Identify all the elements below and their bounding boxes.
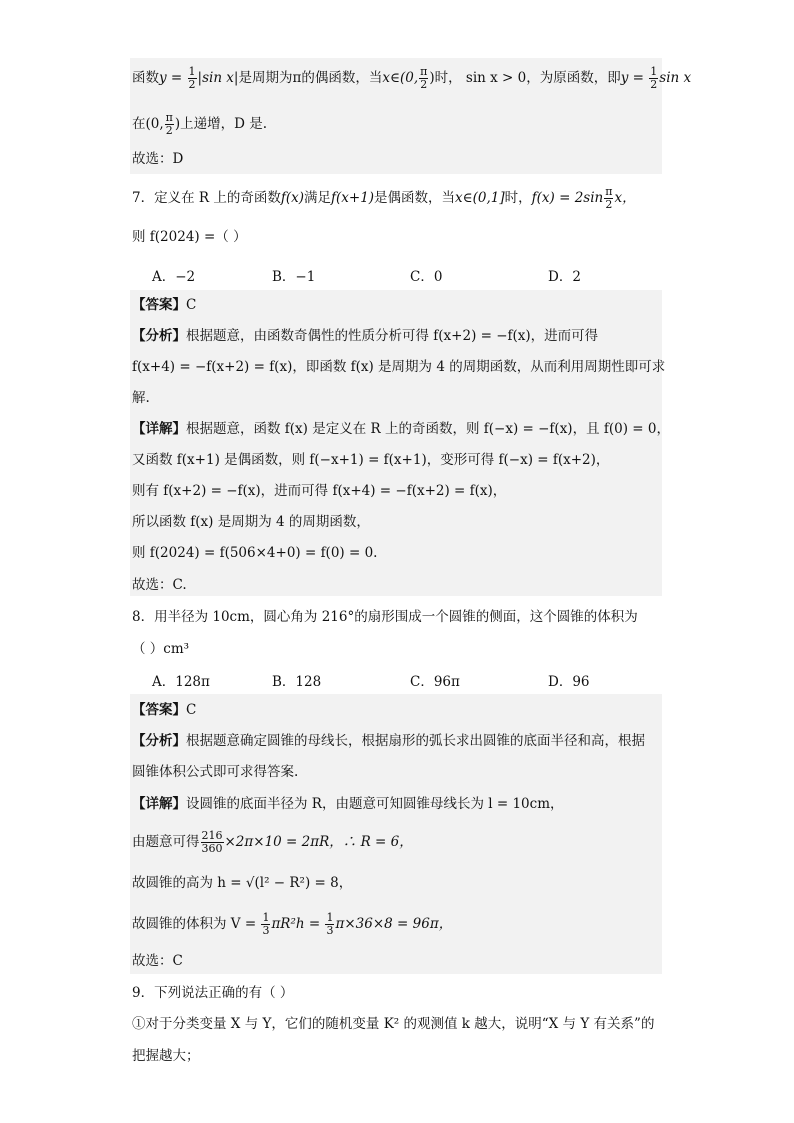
fraction-pi-half-3: $\frac{\pi}{2}$ [605, 185, 613, 211]
q9-item-1a: ①对于分类变量 X 与 Y，它们的随机变量 K² 的观测值 k 越大，说明“X 与 Y 有关系”的 [132, 1016, 655, 1032]
q8-detail-3: 故圆锥的高为 h = √(l² − R²) = 8， [132, 875, 353, 891]
q7-answer: 【答案】C [132, 297, 197, 313]
q7-select: 故选：C. [132, 577, 187, 593]
q7-option-c: C．0 [410, 269, 443, 285]
q8-option-c: C．96π [410, 674, 460, 690]
q8-option-a: A．128π [152, 674, 210, 690]
q7-detail-3: 则有 f(x+2) = −f(x)，进而可得 f(x+4) = −f(x+2) = f(x)， [132, 483, 507, 499]
q8-option-d: D．96 [548, 674, 590, 690]
q7-analysis-1: 【分析】根据题意，由函数奇偶性的性质分析可得 f(x+2) = −f(x)，进而可得 [132, 328, 599, 344]
q6-select: 故选：D [132, 151, 184, 167]
q7-analysis-2: f(x+4) = −f(x+2) = f(x)，即函数 f(x) 是周期为 4 的周期函数，从而利用周期性即可求 [132, 359, 666, 375]
fraction-one-half-2: $\frac{1}{2}$ [650, 65, 658, 91]
q7-detail-5: 则 f(2024) = f(506×4+0) = f(0) = 0. [132, 545, 378, 561]
q6-solution-line-1: 函数y = $\frac{1}{2}$ |sin x|是周期为π的偶函数，当x∈(0, $\frac{\pi}{2}$ )时， sin x > 0，为原函数，即y = $\frac{1}{2}$ sin x [132, 65, 692, 91]
q7-stem-2: 则 f(2024) =（ ） [132, 229, 247, 245]
q7-detail-1: 【详解】根据题意，函数 f(x) 是定义在 R 上的奇函数，则 f(−x) = −f(x)，且 f(0) = 0， [132, 421, 670, 437]
fraction-pi-half: $\frac{\pi}{2}$ [420, 65, 428, 91]
q6-solution-line-2: 在(0, $\frac{\pi}{2}$ )上递增，D 是. [132, 111, 268, 137]
q7-option-b: B．−1 [272, 269, 316, 285]
q8-analysis-1: 【分析】根据题意确定圆锥的母线长，根据扇形的弧长求出圆锥的底面半径和高，根据 [132, 733, 645, 749]
q7-detail-2: 又函数 f(x+1) 是偶函数，则 f(−x+1) = f(x+1)，变形可得 f(−x) = f(x+2)， [132, 452, 610, 468]
q7-option-a: A．−2 [152, 269, 196, 285]
q7-option-d: D．2 [548, 269, 581, 285]
q7-analysis-3: 解. [132, 390, 150, 406]
q9-item-1b: 把握越大； [132, 1048, 200, 1064]
q8-select: 故选：C [132, 953, 183, 969]
fraction-216-360: $\frac{216}{360}$ [201, 829, 223, 855]
q8-detail-4: 故圆锥的体积为 V = $\frac{1}{3}$ πR²h = $\frac{1}{3}$ π×36×8 = 96π， [132, 911, 453, 937]
q8-stem-1: 8．用半径为 10cm，圆心角为 216°的扇形围成一个圆锥的侧面，这个圆锥的体积为 [132, 609, 638, 625]
fraction-one-half: $\frac{1}{2}$ [188, 65, 196, 91]
q9-stem: 9．下列说法正确的有（ ） [132, 985, 294, 1001]
fraction-one-third: $\frac{1}{3}$ [262, 911, 270, 937]
q8-option-b: B．128 [272, 674, 322, 690]
q8-answer: 【答案】C [132, 702, 197, 718]
q8-detail-2: 由题意可得 $\frac{216}{360}$ ×2π×10 = 2πR，∴ R = 6， [132, 829, 413, 855]
q7-stem: 7．定义在 R 上的奇函数f(x)满足f(x+1)是偶函数，当x∈(0,1]时，f(x) = 2sin $\frac{\pi}{2}$ x， [132, 185, 636, 211]
q8-analysis-2: 圆锥体积公式即可求得答案. [132, 764, 299, 780]
q8-stem-2: （ ）cm³ [132, 641, 190, 657]
q7-detail-4: 所以函数 f(x) 是周期为 4 的周期函数， [132, 514, 370, 530]
fraction-pi-half-2: $\frac{\pi}{2}$ [165, 111, 173, 137]
fraction-one-third-2: $\frac{1}{3}$ [326, 911, 334, 937]
q8-detail-1: 【详解】设圆锥的底面半径为 R，由题意可知圆锥母线长为 l = 10cm， [132, 796, 564, 812]
